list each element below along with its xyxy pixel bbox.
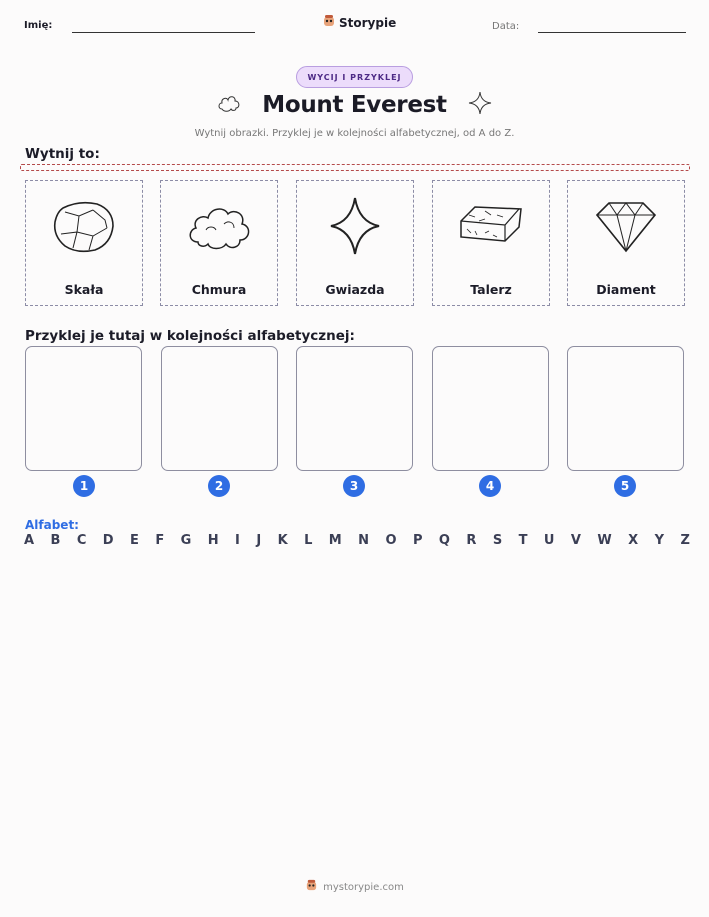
paste-section-heading: Przyklej je tutaj w kolejności alfabetycznej: [25,328,355,344]
brand-logo [322,14,396,31]
alphabet-letter: T [518,533,528,548]
alphabet-letter: Z [680,533,690,548]
cut-card-cloud[interactable] [160,180,278,306]
alphabet-letter: Y [654,533,665,548]
alphabet-letter: F [155,533,165,548]
cut-card-rock[interactable] [25,180,143,306]
alphabet-letter: B [50,533,61,548]
alphabet-row [24,533,690,548]
alphabet-letter: U [543,533,555,548]
alphabet-letter: H [207,533,219,548]
card-label: Chmura [191,282,247,297]
instructions: Wytnij obrazki. Przyklej je w kolejności alfabetycznej, od A do Z. [194,128,515,139]
alphabet-letter: V [570,533,581,548]
alphabet-letter: R [466,533,477,548]
alphabet-letter: Q [438,533,450,548]
rock-icon [26,191,142,261]
paste-slot-1[interactable] [25,346,142,471]
cut-guide-line [20,164,690,171]
date-line[interactable] [538,32,686,33]
paste-slot-5[interactable] [567,346,684,471]
storypie-mascot-icon [322,14,336,31]
alphabet-letter: M [328,533,342,548]
paste-slot-3[interactable] [296,346,413,471]
cloud-icon [161,191,277,261]
slot-number-5: 5 [614,475,636,497]
slot-number-4: 4 [479,475,501,497]
cut-card-plate[interactable] [432,180,550,306]
cut-section-heading: Wytnij to: [25,146,100,162]
alphabet-letter: J [256,533,262,548]
alphabet-letter: I [235,533,240,548]
card-label: Gwiazda [325,282,385,297]
cut-card-diamond[interactable] [567,180,685,306]
storypie-mascot-icon [305,879,318,895]
plate-icon [433,191,549,261]
cut-card-star[interactable] [296,180,414,306]
footer-url[interactable]: mystorypie.com [323,881,404,893]
card-label: Skała [64,282,104,297]
name-label: Imię: [24,20,53,31]
alphabet-letter: A [24,533,35,548]
alphabet-letter: W [597,533,612,548]
sparkle-doodle-icon [467,90,493,120]
date-label: Data: [492,21,520,32]
brand-name: Storypie [339,15,397,30]
alphabet-letter: K [277,533,288,548]
alphabet-letter: N [358,533,370,548]
name-line[interactable] [72,32,255,33]
alphabet-letter: E [130,533,139,548]
diamond-icon [568,191,684,261]
alphabet-letter: P [412,533,423,548]
slot-number-1: 1 [73,475,95,497]
footer [0,879,709,895]
alphabet-letter: O [385,533,397,548]
card-label: Diament [596,282,656,297]
page-title: Mount Everest [262,92,447,118]
paste-slot-2[interactable] [161,346,278,471]
paste-slot-4[interactable] [432,346,549,471]
star-icon [297,191,413,261]
alphabet-letter: D [102,533,114,548]
activity-badge: WYCIJ I PRZYKLEJ [296,66,413,88]
alphabet-letter: G [180,533,192,548]
cloud-doodle-icon [216,92,242,118]
title-row [0,90,709,120]
alphabet-letter: C [76,533,87,548]
card-label: Talerz [470,282,512,297]
alphabet-letter: S [492,533,503,548]
alphabet-letter: L [304,533,313,548]
alphabet-heading: Alfabet: [25,518,79,532]
slot-number-3: 3 [343,475,365,497]
alphabet-letter: X [628,533,639,548]
slot-number-2: 2 [208,475,230,497]
